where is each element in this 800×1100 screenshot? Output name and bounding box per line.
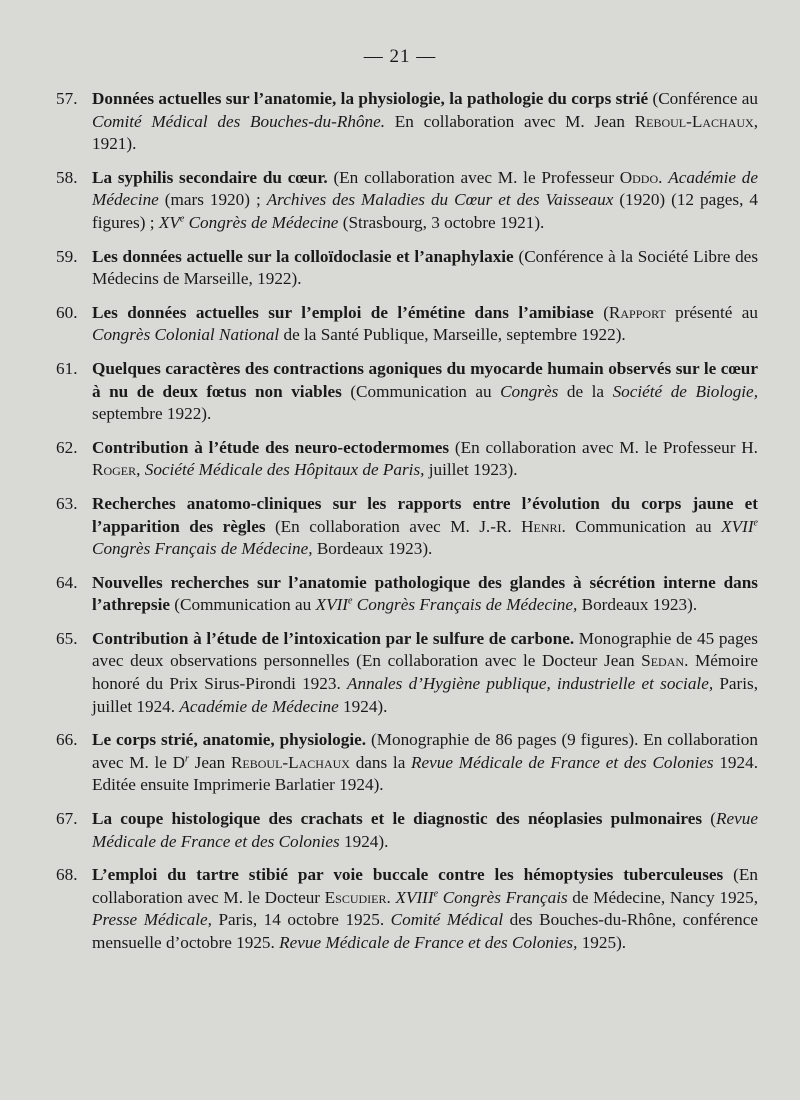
entry-text: de Médecine, Nancy 1925,: [567, 887, 759, 907]
entry-text: 1925).: [577, 933, 627, 952]
entry-text: (En collaboration avec M. le Professeur: [327, 167, 620, 187]
entry-title: Les données actuelles sur l’emploi de l’émétine dans l’amibiase: [92, 302, 594, 322]
entry-text: (En collaboration avec M. le Professeur H.: [449, 437, 758, 457]
entry-title: La coupe histologique des crachats et le diagnostic des néoplasies pulmonaires: [92, 809, 703, 829]
entry-text: des Bouches-du-Rhône, conférence mensuelle d’octobre 1925.: [92, 910, 758, 952]
entry-text: Revue Médicale de France et des Colonies: [411, 752, 714, 772]
entry-text: (Communication au: [169, 595, 316, 615]
bibliography-entry: [56, 358, 758, 426]
entry-title: Données actuelles sur l’anatomie, la physiologie, la pathologie du corps strié: [92, 89, 649, 108]
bibliography-entry: [56, 437, 758, 482]
entry-text: . Communication au: [561, 516, 722, 536]
entry-text: de la: [558, 381, 613, 401]
entry-text: Congrès Colonial National: [92, 325, 280, 345]
entry-text: .: [386, 887, 396, 907]
entry-text: . Mémoire honoré du Prix Sirus-Pirondi 1923.: [92, 651, 758, 694]
entry-text: .: [658, 167, 669, 187]
entry-text: ,: [136, 460, 145, 480]
entry-text: Paris, 14 octobre 1925.: [211, 910, 391, 930]
entry-title: La syphilis secondaire du cœur.: [92, 167, 328, 187]
entry-number: 61.: [56, 358, 78, 378]
entry-text: (En collaboration avec M. J.-R.: [265, 516, 522, 536]
entry-text: 1924).: [338, 696, 388, 716]
entry-text: Reboul-Lachaux: [230, 752, 350, 772]
entry-text: Reboul-Lachaux: [634, 111, 754, 131]
entry-text: Société Médicale des Hôpitaux de Paris,: [144, 460, 425, 480]
entry-text: Henri: [521, 516, 562, 536]
entry-text: XVIII: [395, 887, 434, 907]
entry-text: (En collaboration avec M. le Docteur: [92, 865, 758, 907]
entry-text: Rapport: [608, 302, 666, 322]
entry-text: e: [753, 516, 758, 528]
entry-text: Académie de Médecine: [179, 696, 339, 716]
entry-text: (Conférence à la Société Libre des Médecins de Marseille, 1922).: [92, 246, 759, 289]
entry-text: (Monographie de 86 pages (9 figures). En collaboration avec M. le D: [92, 730, 758, 772]
entry-text: Congrès de Médecine: [184, 212, 339, 232]
entry-text: r: [185, 753, 189, 765]
entry-text: (Conférence au: [648, 89, 758, 108]
entry-text: Congrès Français de Médecine,: [352, 595, 578, 615]
entry-text: Congrès Français: [438, 887, 568, 907]
entry-number: 60.: [56, 302, 78, 322]
entry-text: 1924. Editée ensuite Imprimerie Barlatier 1924).: [92, 752, 758, 795]
bibliography-entry: [56, 808, 758, 853]
entry-text: dans la: [349, 752, 412, 772]
entry-text: , 1921).: [92, 111, 758, 154]
entry-title: Quelques caractères des contractions agoniques du myocarde humain observés sur le cœur à nu de deux fœtus non viables: [92, 358, 758, 401]
entry-text: (Communication au: [341, 381, 501, 401]
entry-text: Archives des Maladies du Cœur et des Vaisseaux: [266, 190, 614, 210]
bibliography-entry: [56, 572, 758, 617]
entry-text: Bordeaux 1923).: [577, 595, 698, 615]
entry-text: XV: [158, 212, 180, 232]
entry-text: e: [433, 888, 439, 900]
entry-number: 63.: [56, 493, 78, 513]
entry-text: Bordeaux 1923).: [312, 539, 433, 559]
bibliography-entry: [56, 628, 758, 718]
entry-text: de la Santé Publique, Marseille, septembre 1922).: [279, 325, 626, 345]
entry-text: Presse Médicale,: [92, 910, 212, 930]
entry-number: 62.: [56, 437, 78, 457]
entry-text: Sedan: [641, 651, 685, 671]
bibliography-entry: [56, 88, 758, 156]
entry-number: 58.: [56, 167, 78, 187]
bibliography-entry: [56, 246, 758, 291]
entry-text: Monographie de 45 pages avec deux observations personnelles (En collaboration avec le Docteur Jean: [92, 628, 758, 671]
entry-text: 1924).: [339, 831, 389, 851]
entry-text: XVII: [721, 516, 754, 536]
entry-text: Académie de Médecine: [92, 167, 759, 210]
entry-text: (1920) (12 pages, 4 figures) ;: [92, 190, 758, 232]
entry-number: 64.: [56, 572, 78, 592]
entry-text: Revue Médicale de France et des Colonies,: [279, 933, 578, 952]
entry-title: Nouvelles recherches sur l’anatomie pathologique des glandes à sécrétion interne dans l’athrepsie: [92, 572, 758, 615]
entry-text: Congrès: [500, 381, 559, 401]
entry-text: Roger: [92, 460, 137, 480]
entry-title: Contribution à l’étude des neuro-ectodermomes: [92, 437, 450, 457]
entry-text: Revue Médicale de France et des Colonies: [92, 809, 758, 851]
bibliography-entry: [56, 493, 758, 561]
entry-text: Comité Médical: [390, 910, 504, 930]
entry-text: (Strasbourg, 3 octobre 1921).: [338, 212, 545, 232]
entry-text: Annales d’Hygiène publique, industrielle et sociale,: [346, 674, 714, 694]
entry-text: e: [179, 213, 185, 225]
entry-title: Les données actuelle sur la colloïdoclasie et l’anaphylaxie: [92, 246, 514, 266]
entry-text: Oddo: [619, 167, 659, 187]
entry-text: En collaboration avec M. Jean: [385, 111, 635, 131]
entry-number: 66.: [56, 730, 78, 750]
entry-text: (: [593, 302, 609, 322]
bibliography-list: [56, 88, 758, 966]
entry-number: 67.: [56, 809, 78, 829]
entry-text: Jean: [188, 752, 231, 772]
bibliography-entry: [56, 729, 758, 797]
entry-title: Recherches anatomo-cliniques sur les rapports entre l’évolution du corps jaune et l’apparition des règles: [92, 493, 758, 536]
entry-number: 57.: [56, 89, 78, 108]
entry-text: Paris, juillet 1924.: [92, 674, 759, 716]
entry-text: Escudier: [324, 887, 387, 907]
bibliography-entry: [56, 167, 758, 235]
entry-text: (mars 1920) ;: [158, 190, 267, 210]
entry-text: Congrès Français de Médecine,: [92, 539, 313, 559]
entry-text: XVII: [315, 595, 349, 615]
entry-text: e: [348, 595, 353, 607]
entry-text: Société de Biologie,: [612, 381, 758, 401]
bibliography-entry: [56, 302, 758, 347]
entry-number: 65.: [56, 628, 78, 648]
entry-title: Contribution à l’étude de l’intoxication par le sulfure de carbone.: [92, 628, 575, 648]
page-number: — 21 —: [363, 46, 437, 67]
entry-text: juillet 1923).: [424, 460, 518, 480]
entry-title: Le corps strié, anatomie, physiologie.: [92, 730, 367, 750]
entry-number: 59.: [56, 246, 78, 266]
bibliography-entry: [56, 864, 758, 954]
entry-text: septembre 1922).: [92, 404, 212, 424]
entry-text: (: [702, 809, 716, 829]
entry-title: L’emploi du tartre stibié par voie buccale contre les hémoptysies tuberculeuses: [92, 865, 724, 885]
entry-text: présenté au: [665, 302, 758, 322]
entry-text: Comité Médical des Bouches-du-Rhône.: [92, 111, 386, 131]
entry-number: 68.: [56, 865, 78, 885]
